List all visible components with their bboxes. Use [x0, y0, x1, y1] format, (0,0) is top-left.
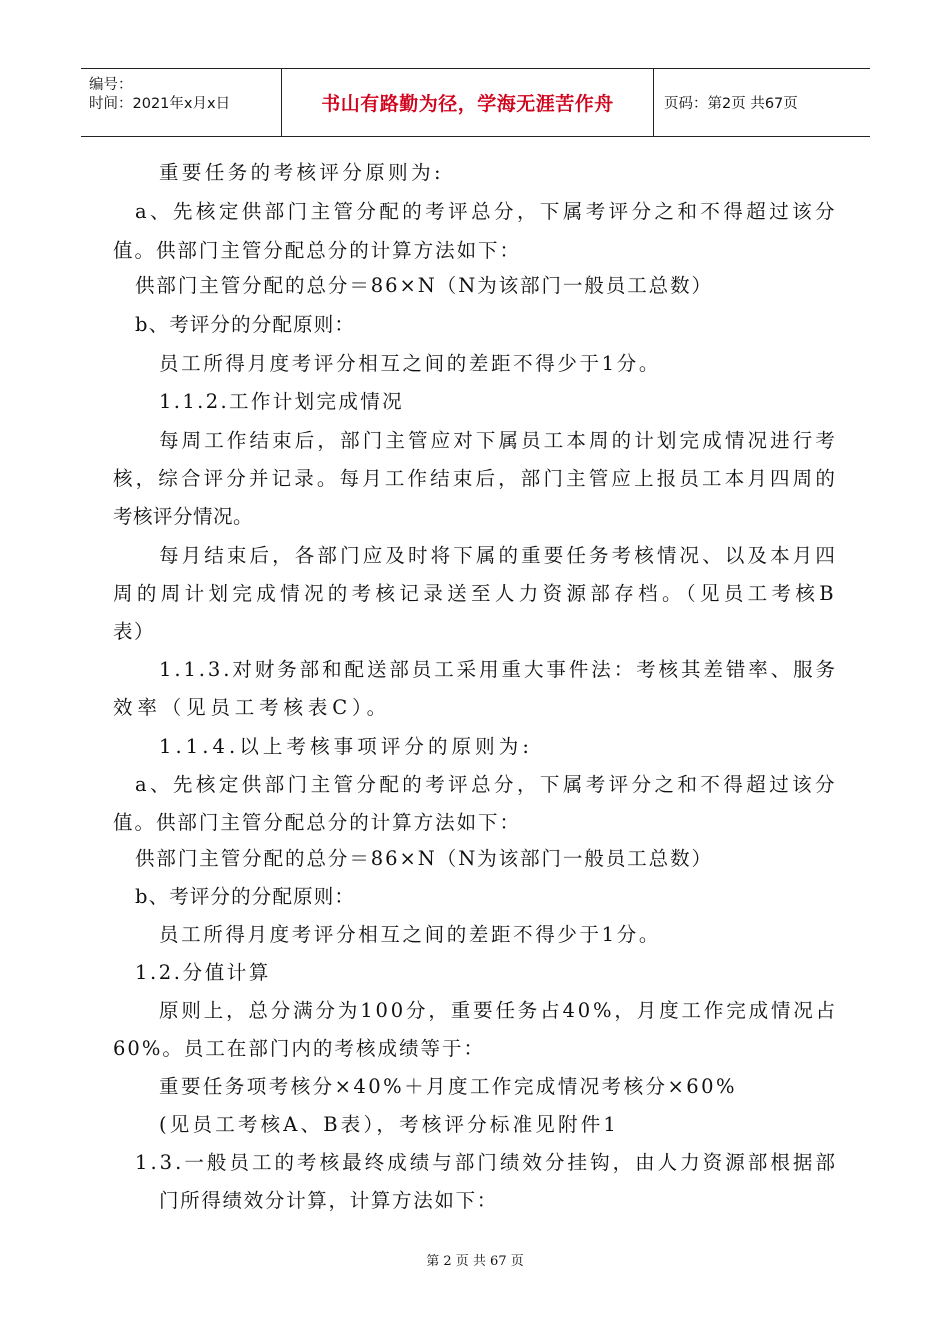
text-line: (见员工考核A、B表），考核评分标准见附件1	[159, 1113, 619, 1136]
text-line: 每周工作结束后，部门主管应对下属员工本周的计划完成情况进行考	[159, 429, 838, 452]
text-line: 1.1.3.对财务部和配送部员工采用重大事件法：考核其差错率、服务	[159, 658, 838, 681]
text-line: 每月结束后，各部门应及时将下属的重要任务考核情况、以及本月四	[159, 544, 838, 567]
text-line: 员工所得月度考评分相互之间的差距不得少于1分。	[159, 352, 661, 375]
text-line: 原则上，总分满分为100分，重要任务占40%，月度工作完成情况占	[159, 999, 838, 1022]
text-line: 供部门主管分配的总分＝86×N（N为该部门一般员工总数）	[135, 847, 713, 870]
text-line: 60%。员工在部门内的考核成绩等于：	[113, 1037, 485, 1060]
page-footer: 第 2 页 共 67 页	[426, 1254, 524, 1269]
text-line: 员工所得月度考评分相互之间的差距不得少于1分。	[159, 923, 661, 946]
text-line: 周的周计划完成情况的考核记录送至人力资源部存档。（见员工考核B	[113, 582, 838, 605]
document-number-label: 编号：	[89, 77, 133, 93]
text-line: 表）	[113, 620, 155, 643]
section-heading: 1.1.2.工作计划完成情况	[159, 390, 404, 413]
section-heading: 1.1.4.以上考核事项评分的原则为:	[159, 735, 533, 758]
header-page-info: 页码：第2页 共67页	[664, 96, 798, 112]
text-line: a、先核定供部门主管分配的考评总分，下属考评分之和不得超过该分	[135, 200, 838, 223]
text-line: 效率（见员工考核表C）。	[113, 696, 391, 719]
section-heading: 1.3.一般员工的考核最终成绩与部门绩效分挂钩，由人力资源部根据部	[135, 1151, 838, 1174]
text-line: 值。供部门主管分配总分的计算方法如下：	[113, 811, 521, 834]
text-line: 供部门主管分配的总分＝86×N（N为该部门一般员工总数）	[135, 274, 713, 297]
section-heading: 1.2.分值计算	[135, 961, 271, 984]
text-line: 考核评分情况。	[113, 505, 253, 528]
document-date: 时间：2021年x月x日	[89, 96, 231, 112]
text-line: a、先核定供部门主管分配的考评总分，下属考评分之和不得超过该分	[135, 773, 838, 796]
text-line: b、考评分的分配原则：	[135, 313, 355, 336]
header-motto: 书山有路勤为径，学海无涯苦作舟	[321, 93, 614, 115]
text-line: 重要任务的考核评分原则为:	[159, 161, 444, 184]
formula-line: 重要任务项考核分×40%＋月度工作完成情况考核分×60%	[159, 1075, 737, 1098]
text-line: 值。供部门主管分配总分的计算方法如下：	[113, 239, 521, 262]
text-line: 核，综合评分并记录。每月工作结束后，部门主管应上报员工本月四周的	[113, 467, 838, 490]
text-line: b、考评分的分配原则：	[135, 885, 355, 908]
text-line: 门所得绩效分计算，计算方法如下：	[159, 1189, 498, 1212]
